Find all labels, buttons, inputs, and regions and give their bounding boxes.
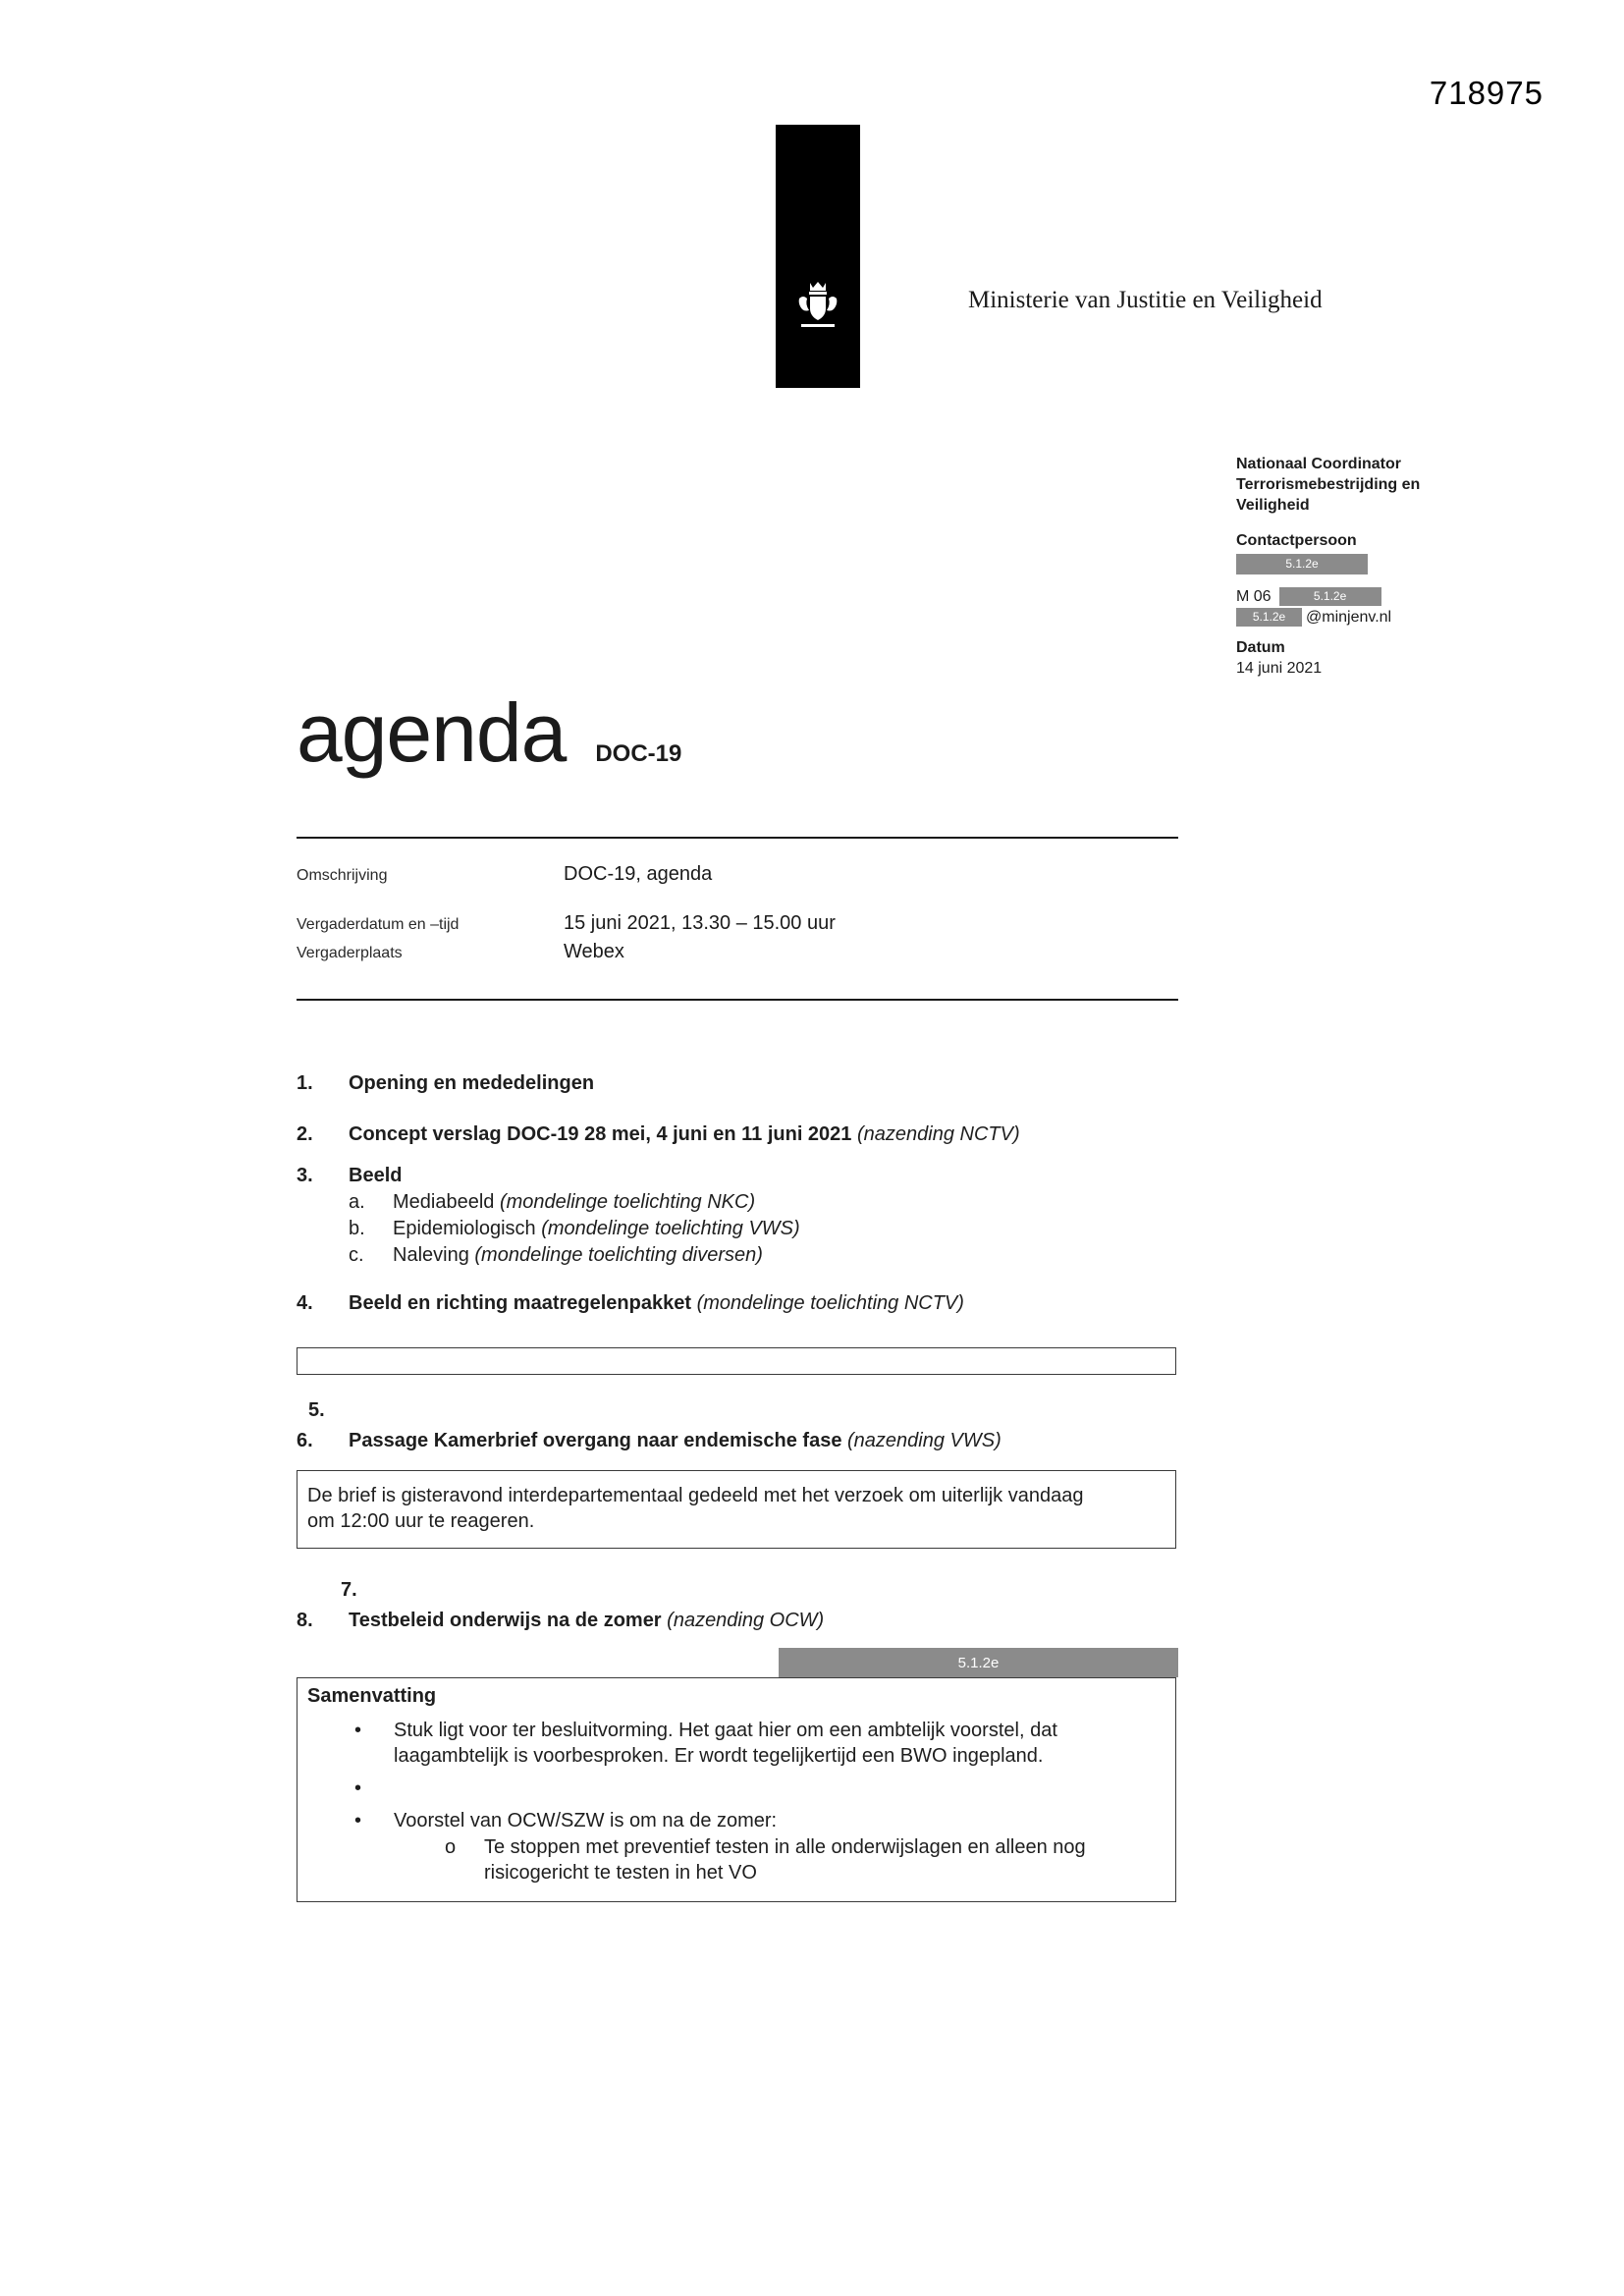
email-line xyxy=(1236,607,1570,628)
agenda-item-3a xyxy=(349,1189,1178,1216)
item-number: 7. xyxy=(341,1579,357,1601)
org-name-line1: Nationaal Coordinator xyxy=(1236,456,1402,472)
phone-prefix: M 06 xyxy=(1236,588,1272,605)
sub-item-letter: c. xyxy=(349,1244,364,1266)
sub-item-text: Mediabeeld xyxy=(393,1191,495,1213)
page-title: agenda xyxy=(297,686,567,779)
sub-item-annotation: (mondelinge toelichting diversen) xyxy=(474,1244,763,1266)
item-number: 1. xyxy=(297,1072,313,1094)
sub-item-text: Naleving xyxy=(393,1244,469,1266)
agenda-item-4 xyxy=(297,1290,1178,1317)
sub-item-letter: a. xyxy=(349,1191,365,1213)
agenda-item-1 xyxy=(297,1070,1178,1097)
item-number: 8. xyxy=(297,1610,313,1631)
bullet-marker: • xyxy=(354,1777,362,1799)
org-name-line2: Terrorismebestrijding en xyxy=(1236,476,1421,493)
meta-table xyxy=(297,863,1178,963)
sub-item-annotation: (mondelinge toelichting VWS) xyxy=(541,1218,800,1239)
redaction-bar-phone: 5.1.2e xyxy=(1279,587,1381,606)
bullet-text: Stuk ligt voor ter besluitvorming. Het gaat hier om een ambtelijk voorstel, dat laagambtelijk is voorbesproken. Er wordt tegelijkertijd een BWO ingepland. xyxy=(394,1720,1057,1767)
sub-bullet-text: Te stoppen met preventief testen in alle onderwijslagen en alleen nog risicogericht te testen in het VO xyxy=(484,1836,1086,1884)
item-number: 4. xyxy=(297,1292,313,1314)
phone-line xyxy=(1236,586,1570,607)
meta-value: DOC-19, agenda xyxy=(564,863,713,885)
main-content xyxy=(297,837,1178,1902)
kamerbrief-note-box xyxy=(297,1470,1176,1549)
summary-heading: Samenvatting xyxy=(307,1685,437,1707)
sub-item-annotation: (mondelinge toelichting NKC) xyxy=(499,1191,756,1213)
meta-row-vergaderplaats xyxy=(297,941,1178,963)
contact-block xyxy=(1236,454,1570,679)
agenda-item-3b xyxy=(349,1216,1178,1242)
date-label: Datum xyxy=(1236,639,1285,656)
meta-value: Webex xyxy=(564,941,624,962)
sub-bullet-marker: o xyxy=(445,1836,457,1858)
ministry-title: Ministerie van Justitie en Veiligheid xyxy=(968,287,1323,313)
item-annotation: (nazending NCTV) xyxy=(856,1123,1020,1145)
bullet-text xyxy=(394,1776,1164,1801)
summary-box xyxy=(297,1677,1176,1902)
org-name-line3: Veiligheid xyxy=(1236,497,1310,514)
item-annotation: (mondelinge toelichting NCTV) xyxy=(696,1292,964,1314)
meta-value: 15 juni 2021, 13.30 – 15.00 uur xyxy=(564,912,836,934)
meta-row-omschrijving xyxy=(297,863,1178,886)
item-number: 3. xyxy=(297,1165,313,1186)
contact-person-label: Contactpersoon xyxy=(1236,532,1357,549)
meta-label: Omschrijving xyxy=(297,867,388,884)
empty-note-box xyxy=(297,1347,1176,1375)
document-id: 718975 xyxy=(1429,75,1543,111)
redaction-bar-summary: 5.1.2e xyxy=(779,1648,1178,1677)
meta-row-vergaderdatum xyxy=(297,912,1178,935)
item-number: 5. xyxy=(308,1399,325,1421)
meta-label: Vergaderplaats xyxy=(297,945,403,961)
meta-label: Vergaderdatum en –tijd xyxy=(297,916,460,933)
agenda-item-6 xyxy=(297,1428,1178,1454)
item-title: Beeld xyxy=(349,1165,403,1186)
agenda-item-5 xyxy=(308,1397,1178,1424)
item-number: 6. xyxy=(297,1430,313,1451)
rijksoverheid-logo-block xyxy=(776,125,860,388)
divider-mid xyxy=(297,999,1178,1001)
agenda-item-7 xyxy=(341,1577,1178,1604)
coat-of-arms-icon xyxy=(795,279,840,337)
agenda-item-2 xyxy=(297,1121,1178,1148)
item-title: Opening en mededelingen xyxy=(349,1072,595,1094)
summary-bullet-2 xyxy=(307,1776,1164,1801)
bullet-marker: • xyxy=(354,1720,362,1741)
item-title: Testbeleid onderwijs na de zomer xyxy=(349,1610,662,1631)
bullet-text: Voorstel van OCW/SZW is om na de zomer: xyxy=(394,1810,778,1831)
agenda-item-3 xyxy=(297,1163,1178,1189)
divider-top xyxy=(297,837,1178,839)
agenda-item-3c xyxy=(349,1242,1178,1269)
summary-bullet-1 xyxy=(307,1718,1164,1769)
document-title-block xyxy=(297,687,681,778)
item-number: 2. xyxy=(297,1123,313,1145)
sub-item-text: Epidemiologisch xyxy=(393,1218,536,1239)
sub-item-letter: b. xyxy=(349,1218,365,1239)
item-title: Beeld en richting maatregelenpakket xyxy=(349,1292,692,1314)
summary-bullet-3 xyxy=(307,1808,1164,1833)
item-annotation: (nazending OCW) xyxy=(667,1610,825,1631)
doc-reference: DOC-19 xyxy=(595,740,682,767)
item-title: Concept verslag DOC-19 28 mei, 4 juni en 11 juni 2021 xyxy=(349,1123,852,1145)
redaction-bar-name: 5.1.2e xyxy=(1236,554,1368,574)
item-annotation: (nazending VWS) xyxy=(847,1430,1001,1451)
date-value: 14 juni 2021 xyxy=(1236,660,1323,677)
bullet-marker: • xyxy=(354,1810,362,1831)
redaction-bar-email: 5.1.2e xyxy=(1236,608,1302,627)
note-text: De brief is gisteravond interdepartementaal gedeeld met het verzoek om uiterlijk vandaag om 12:00 uur te reageren. xyxy=(307,1485,1084,1532)
email-domain: @minjenv.nl xyxy=(1306,609,1392,626)
item-title: Passage Kamerbrief overgang naar endemische fase xyxy=(349,1430,842,1451)
summary-sub-bullet xyxy=(307,1834,1164,1886)
agenda-item-8 xyxy=(297,1608,1178,1634)
